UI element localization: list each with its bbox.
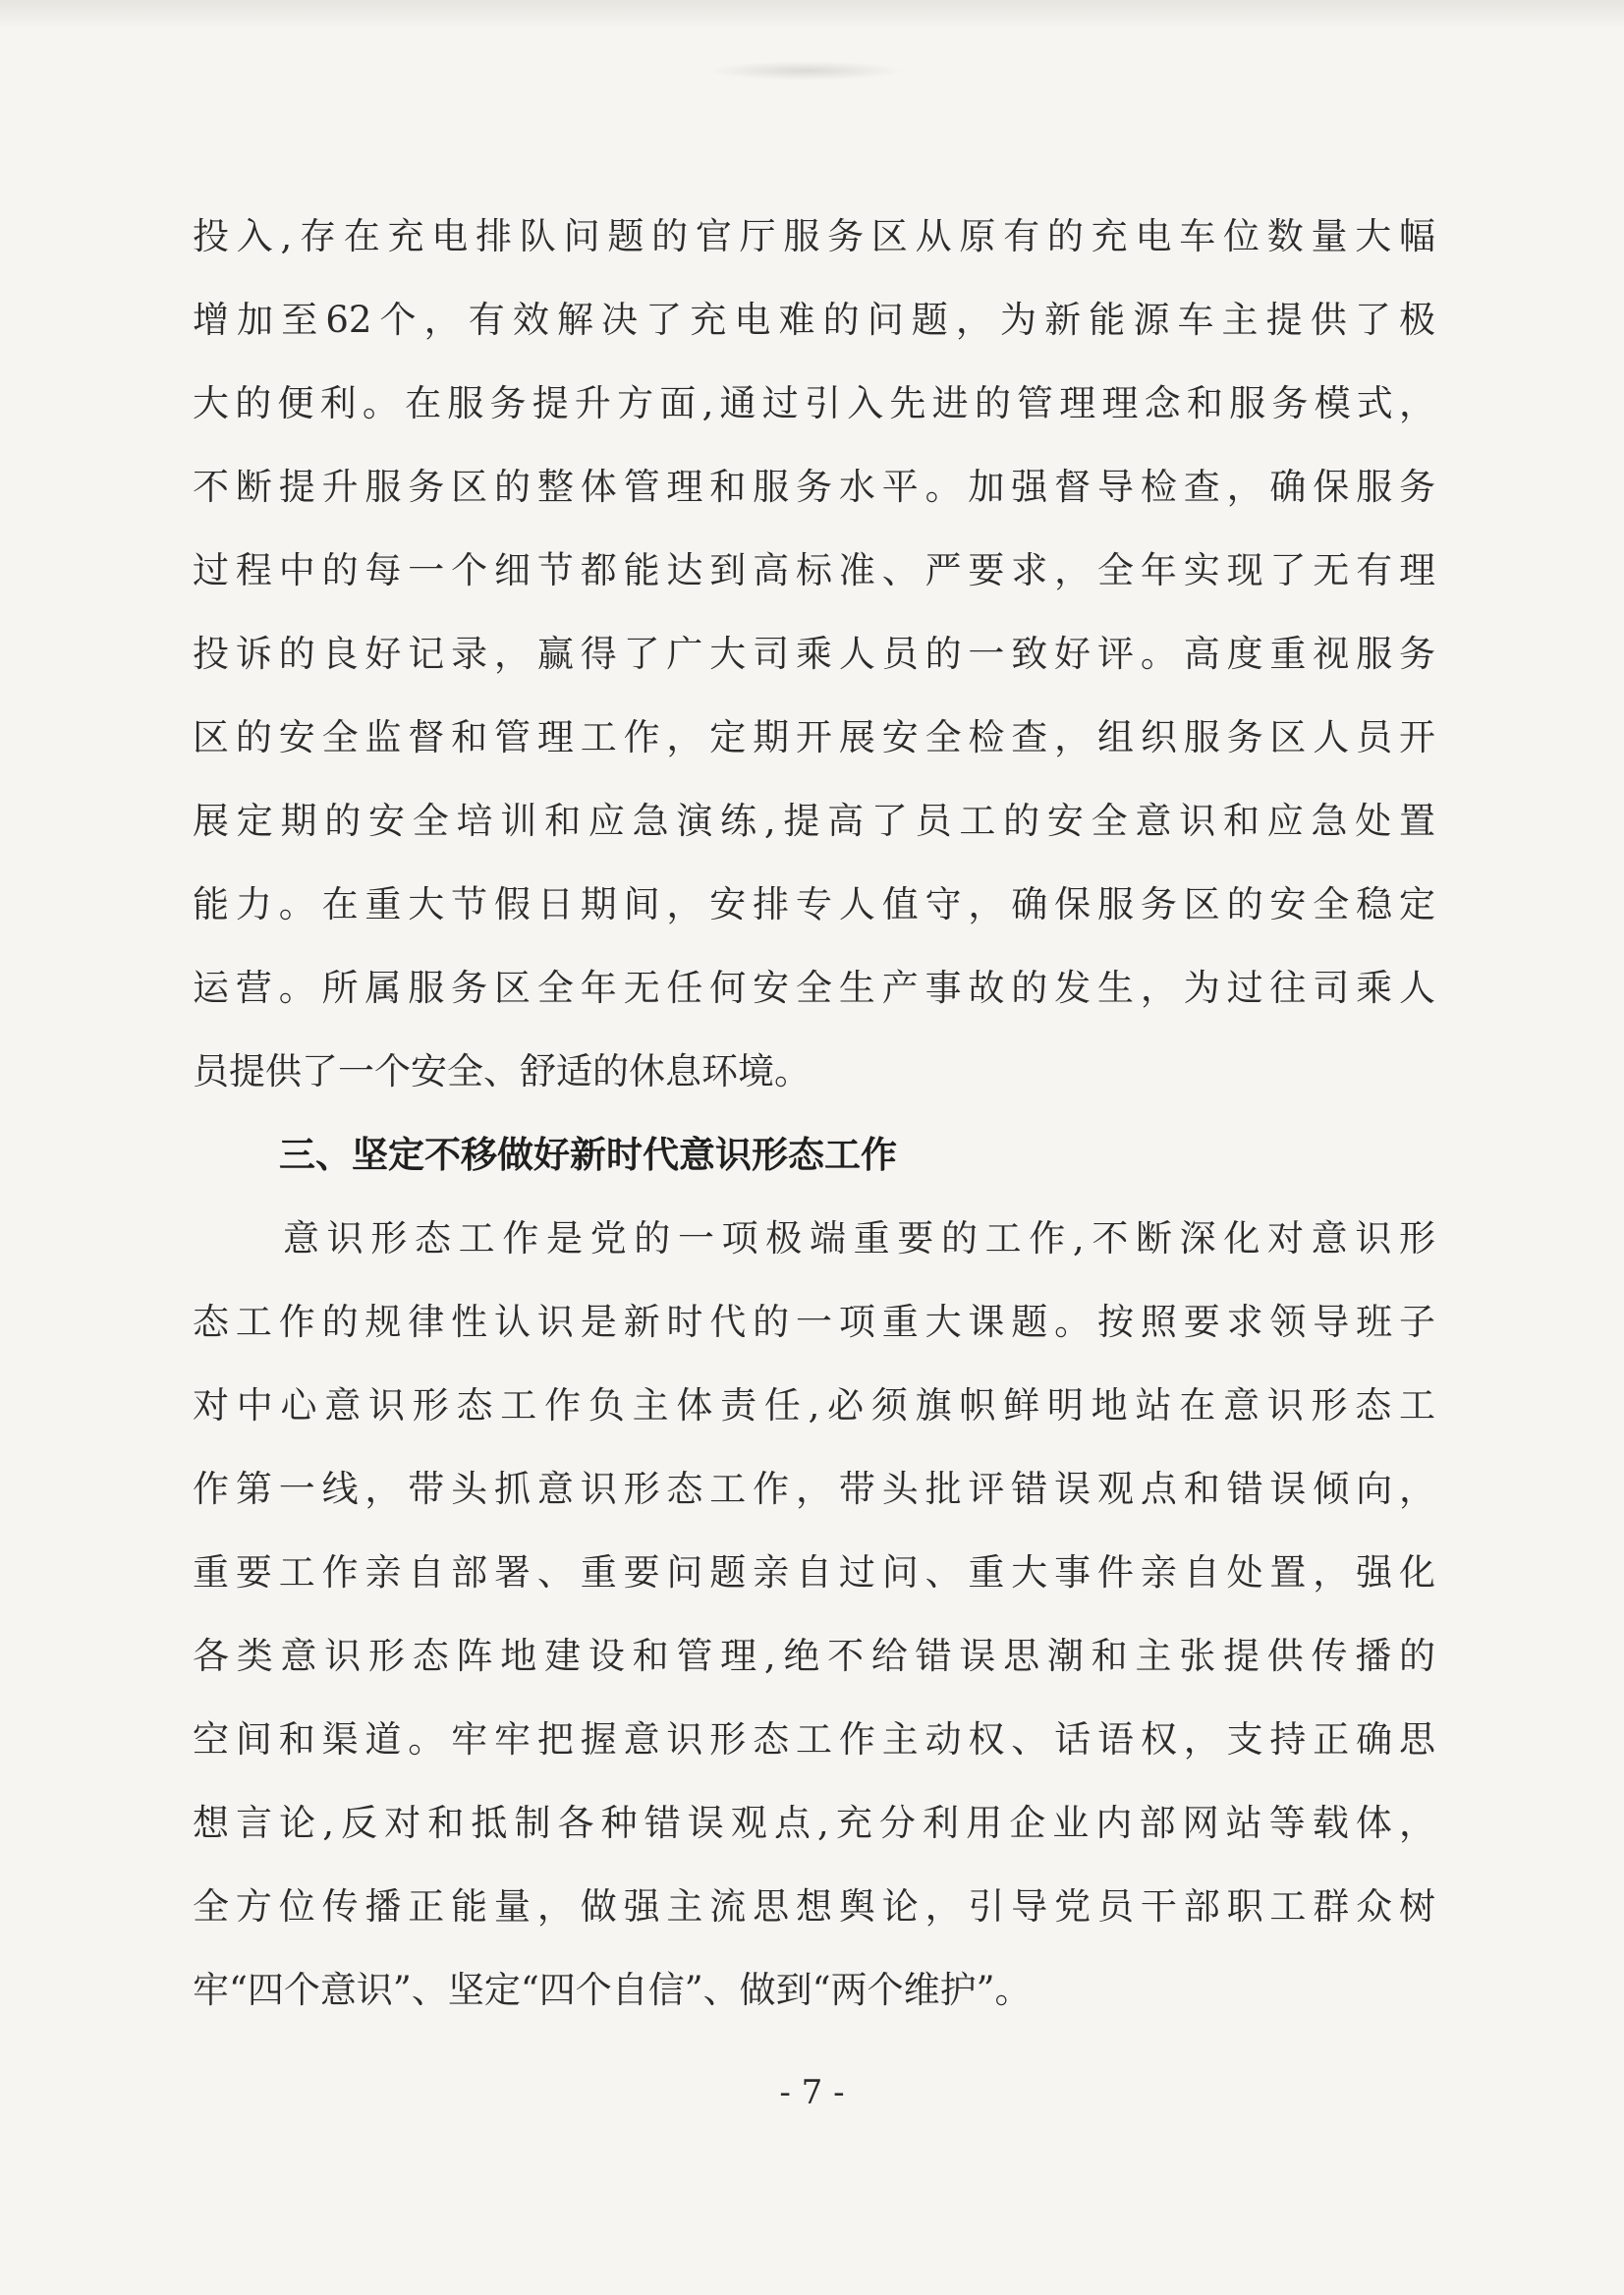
text-line: 各类意识形态阵地建设和管理,绝不给错误思潮和主张提供传播的	[193, 1635, 1435, 1677]
page-number: - 7 -	[779, 2073, 845, 2112]
text-line: 投入,存在充电排队问题的官厅服务区从原有的充电车位数量大幅	[193, 215, 1435, 257]
text-line: 员提供了一个安全、舒适的休息环境。	[193, 1050, 811, 1092]
text-line: 态工作的规律性认识是新时代的一项重大课题。按照要求领导班子	[193, 1301, 1435, 1343]
text-line: 牢“四个意识”、坚定“四个自信”、做到“两个维护”。	[193, 1969, 1032, 2011]
text-line: 重要工作亲自部署、重要问题亲自过问、重大事件亲自处置，强化	[193, 1551, 1435, 1594]
text-line: 投诉的良好记录，赢得了广大司乘人员的一致好评。高度重视服务	[193, 633, 1435, 675]
document-body	[193, 206, 1435, 2043]
paragraph	[193, 1208, 1435, 2043]
text-line: 对中心意识形态工作负主体责任,必须旗帜鲜明地站在意识形态工	[193, 1384, 1435, 1427]
text-line: 不断提升服务区的整体管理和服务水平。加强督导检查，确保服务	[193, 466, 1435, 508]
text-line: 空间和渠道。牢牢把握意识形态工作主动权、话语权，支持正确思	[193, 1718, 1435, 1761]
text-line: 意识形态工作是党的一项极端重要的工作,不断深化对意识形	[283, 1217, 1435, 1259]
scan-smudge	[707, 61, 904, 81]
paragraph	[193, 206, 1435, 1125]
text-line: 全方位传播正能量，做强主流思想舆论，引导党员干部职工群众树	[193, 1885, 1435, 1928]
text-line: 想言论,反对和抵制各种错误观点,充分利用企业内部网站等载体，	[193, 1802, 1435, 1844]
section-heading: 三、坚定不移做好新时代意识形态工作	[279, 1134, 897, 1176]
text-line: 展定期的安全培训和应急演练,提高了员工的安全意识和应急处置	[193, 800, 1435, 842]
text-line: 作第一线，带头抓意识形态工作，带头批评错误观点和错误倾向，	[193, 1468, 1435, 1510]
text-line: 增加至62个，有效解决了充电难的问题，为新能源车主提供了极	[193, 299, 1435, 341]
text-line: 过程中的每一个细节都能达到高标准、严要求，全年实现了无有理	[193, 549, 1435, 591]
scan-edge-shadow	[0, 0, 1624, 29]
text-line: 能力。在重大节假日期间，安排专人值守，确保服务区的安全稳定	[193, 883, 1435, 925]
text-line: 区的安全监督和管理工作，定期开展安全检查，组织服务区人员开	[193, 716, 1435, 758]
text-line: 运营。所属服务区全年无任何安全生产事故的发生，为过往司乘人	[193, 967, 1435, 1009]
text-line: 大的便利。在服务提升方面,通过引入先进的管理理念和服务模式，	[193, 382, 1435, 424]
